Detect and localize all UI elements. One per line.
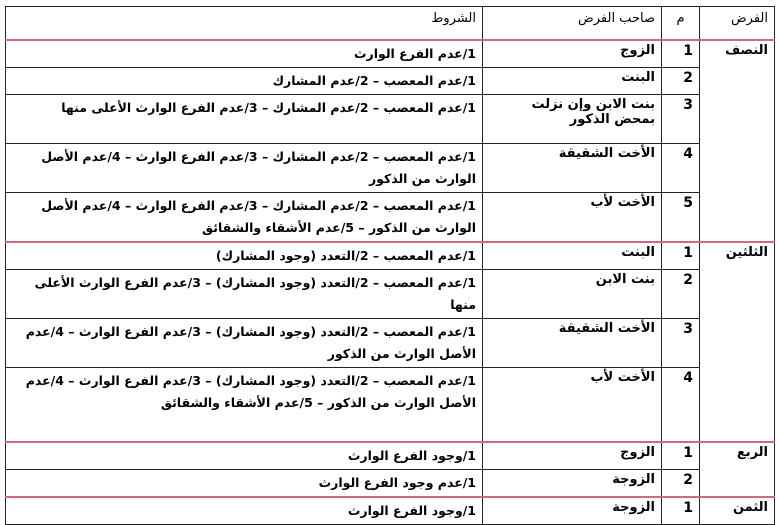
- conditions-cell: 1/عدم المعصب – 2/التعدد (وجود المشارك) – 3/عدم الفرع الوارث – 4/عدم الأصل الوارث من الذكور – 5/عدم الأشقاء والشقائق: [6, 368, 483, 442]
- table-row: [6, 442, 775, 470]
- table-row: [6, 193, 775, 243]
- conditions-cell: 1/عدم المعصب – 2/عدم المشارك – 3/عدم الفرع الوارث – 4/عدم الأصل الوارث من الذكور: [6, 144, 483, 193]
- table-row: [6, 68, 775, 95]
- conditions-cell: 1/عدم المعصب – 2/التعدد (وجود المشارك) – 3/عدم الفرع الوارث الأعلى منها: [6, 270, 483, 319]
- row-number: 2: [662, 270, 700, 319]
- table-row: [6, 368, 775, 442]
- heir-cell: الزوج: [483, 442, 662, 470]
- table-row: [6, 270, 775, 319]
- share-cell: الثمن: [700, 497, 775, 525]
- conditions-cell: 1/عدم المعصب – 2/عدم المشارك: [6, 68, 483, 95]
- heir-cell: بنت الابن وإن نزلت بمحض الذكور: [483, 95, 662, 144]
- table-row: [6, 319, 775, 368]
- table-row: [6, 95, 775, 144]
- conditions-cell: 1/عدم المعصب – 2/التعدد (وجود المشارك): [6, 242, 483, 270]
- heir-cell: بنت الابن: [483, 270, 662, 319]
- share-cell: الربع: [700, 442, 775, 497]
- header-share: الفرض: [700, 7, 775, 41]
- conditions-cell: 1/وجود الفرع الوارث: [6, 442, 483, 470]
- conditions-cell: 1/عدم وجود الفرع الوارث: [6, 469, 483, 497]
- heir-cell: الزوج: [483, 40, 662, 68]
- inheritance-shares-table: [5, 6, 775, 525]
- heir-cell: الأخت لأب: [483, 368, 662, 442]
- heir-cell: الأخت الشقيقة: [483, 319, 662, 368]
- conditions-cell: 1/عدم المعصب – 2/عدم المشارك – 3/عدم الفرع الوارث الأعلى منها: [6, 95, 483, 144]
- table-row: [6, 144, 775, 193]
- table-header-row: [6, 7, 775, 41]
- share-cell: النصف: [700, 40, 775, 242]
- row-number: 2: [662, 68, 700, 95]
- table-row: [6, 469, 775, 497]
- conditions-cell: 1/وجود الفرع الوارث: [6, 497, 483, 525]
- header-number: م: [662, 7, 700, 41]
- row-number: 4: [662, 368, 700, 442]
- row-number: 1: [662, 242, 700, 270]
- header-heir: صاحب الفرض: [483, 7, 662, 41]
- header-conditions: الشروط: [6, 7, 483, 41]
- table-row: [6, 242, 775, 270]
- share-cell: الثلثين: [700, 242, 775, 442]
- table-row: [6, 40, 775, 68]
- row-number: 1: [662, 442, 700, 470]
- heir-cell: الأخت الشقيقة: [483, 144, 662, 193]
- row-number: 4: [662, 144, 700, 193]
- conditions-cell: 1/عدم المعصب – 2/التعدد (وجود المشارك) – 3/عدم الفرع الوارث – 4/عدم الأصل الوارث من الذكور: [6, 319, 483, 368]
- row-number: 1: [662, 497, 700, 525]
- heir-cell: الزوجة: [483, 497, 662, 525]
- row-number: 3: [662, 319, 700, 368]
- row-number: 2: [662, 469, 700, 497]
- heir-cell: البنت: [483, 68, 662, 95]
- conditions-cell: 1/عدم المعصب – 2/عدم المشارك – 3/عدم الفرع الوارث – 4/عدم الأصل الوارث من الذكور – 5/عدم الأشقاء والشقائق: [6, 193, 483, 243]
- heir-cell: الزوجة: [483, 469, 662, 497]
- row-number: 5: [662, 193, 700, 243]
- row-number: 1: [662, 40, 700, 68]
- heir-cell: الأخت لأب: [483, 193, 662, 243]
- conditions-cell: 1/عدم الفرع الوارث: [6, 40, 483, 68]
- heir-cell: البنت: [483, 242, 662, 270]
- row-number: 3: [662, 95, 700, 144]
